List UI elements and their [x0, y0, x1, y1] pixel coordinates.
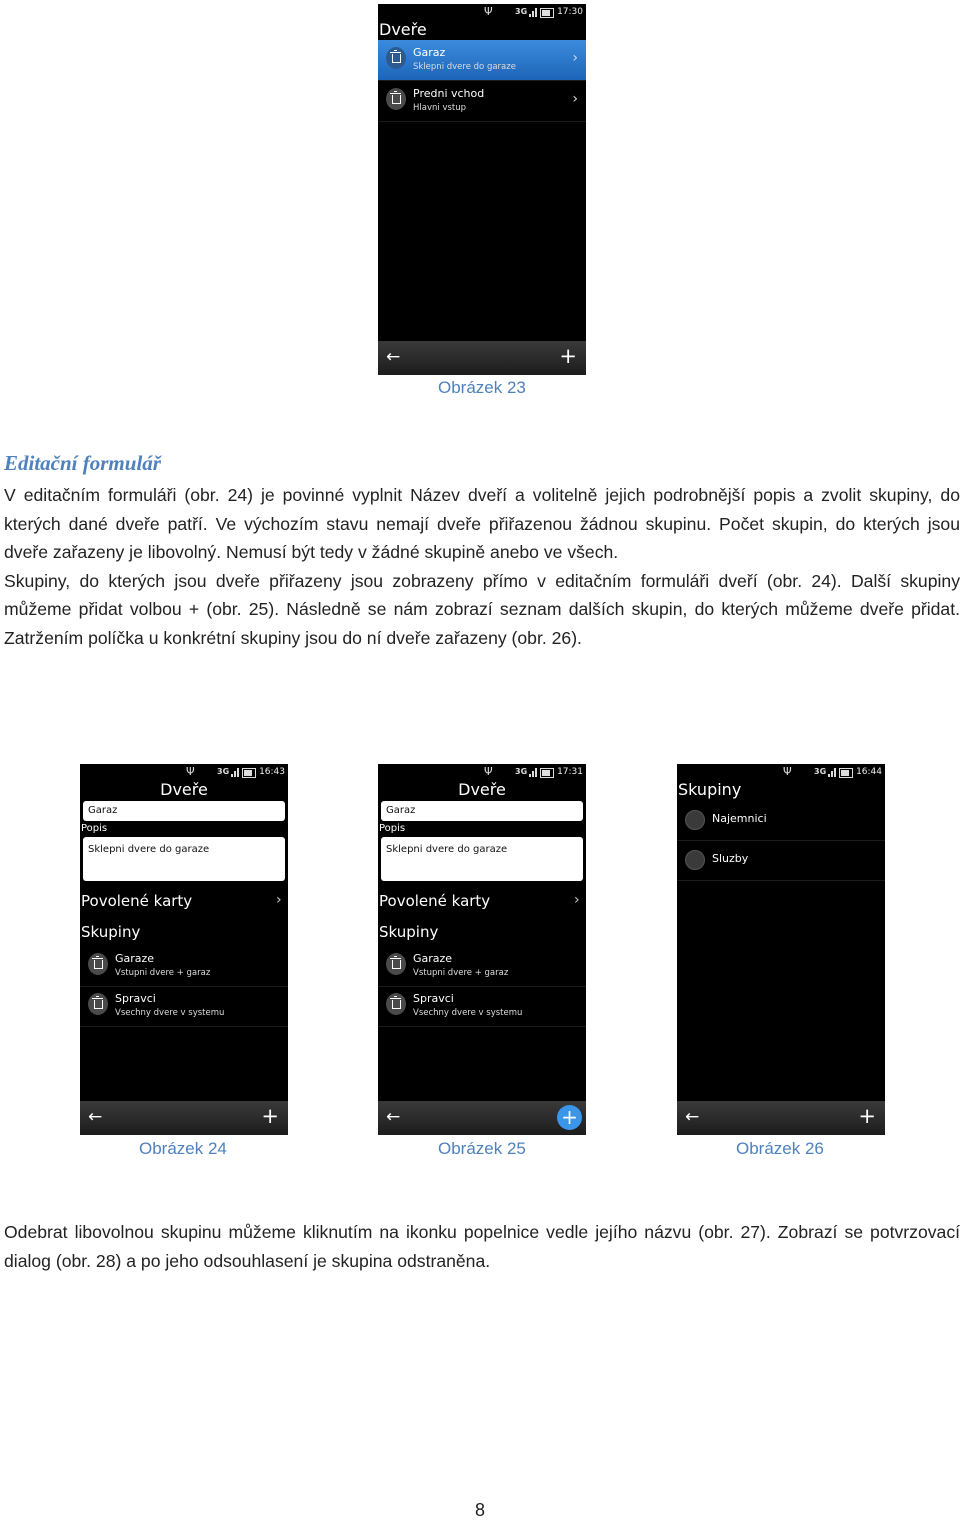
usb-icon: Ψ [484, 5, 493, 18]
section-heading: Editační formulář [4, 451, 161, 475]
network-label: 3G [814, 767, 827, 776]
group-option-label: Najemnici [712, 812, 767, 825]
usb-icon: Ψ [783, 765, 792, 778]
back-arrow-icon[interactable]: ← [386, 347, 401, 367]
name-field[interactable] [83, 801, 285, 821]
allowed-cards-label: Povolené karty › [379, 892, 580, 910]
description-field[interactable] [381, 837, 583, 881]
body-paragraph [4, 1218, 960, 1275]
back-arrow-icon[interactable]: ← [386, 1107, 401, 1127]
allowed-cards-row[interactable] [80, 892, 288, 920]
network-label: 3G [217, 767, 230, 776]
plus-icon[interactable]: + [858, 1104, 876, 1128]
trash-icon[interactable] [386, 47, 406, 69]
screen-title: Dveře [379, 20, 427, 39]
group-item[interactable] [80, 986, 288, 1027]
page-number: 8 [474, 1500, 485, 1520]
allowed-cards-row[interactable] [378, 892, 586, 920]
toolbar [378, 341, 586, 375]
item-subtitle: Sklepni dvere do garaze [413, 62, 516, 72]
description-field-value: Sklepni dvere do garaze [88, 844, 210, 855]
body-paragraph [4, 481, 960, 652]
usb-icon: Ψ [186, 765, 195, 778]
chevron-right-icon: › [572, 91, 578, 107]
status-clock: 16:44 [856, 767, 882, 777]
item-subtitle: Hlavni vstup [413, 103, 467, 113]
trash-icon[interactable] [386, 953, 406, 975]
item-title: Predni vchod [413, 87, 485, 100]
group-item[interactable] [80, 946, 288, 987]
name-field-value: Garaz [386, 805, 416, 816]
toolbar [677, 1101, 885, 1135]
figure-23-screenshot [378, 4, 586, 375]
figure-26-screenshot [677, 764, 885, 1135]
battery-icon [540, 8, 554, 18]
status-clock: 17:30 [557, 7, 583, 17]
trash-icon[interactable] [386, 993, 406, 1015]
chevron-right-icon: › [574, 892, 580, 908]
screen-title: Skupiny [678, 780, 742, 799]
group-option[interactable] [677, 800, 885, 841]
signal-icon [231, 768, 240, 777]
battery-icon [540, 768, 554, 778]
chevron-right-icon: › [572, 50, 578, 66]
usb-icon: Ψ [484, 765, 493, 778]
figure-24-screenshot [80, 764, 288, 1135]
plus-icon[interactable]: + [557, 1105, 582, 1130]
figure-caption: Obrázek 23 [438, 378, 526, 397]
trash-icon[interactable] [386, 88, 406, 110]
group-subtitle: Vsechny dvere v systemu [115, 1008, 225, 1018]
network-label: 3G [515, 767, 528, 776]
list-item[interactable] [378, 40, 586, 81]
signal-icon [529, 8, 538, 17]
group-item[interactable] [378, 946, 586, 987]
allowed-cards-label: Povolené karty › [81, 892, 282, 910]
status-clock: 17:31 [557, 767, 583, 777]
item-title: Garaz [413, 46, 446, 59]
figure-25-screenshot [378, 764, 586, 1135]
groups-label: Skupiny [379, 923, 439, 941]
trash-icon[interactable] [88, 993, 108, 1015]
group-title: Garaze [115, 952, 155, 965]
group-title: Spravci [413, 992, 454, 1005]
battery-icon [839, 768, 853, 778]
name-field-value: Garaz [88, 805, 118, 816]
status-clock: 16:43 [259, 767, 285, 777]
battery-icon [242, 768, 256, 778]
back-arrow-icon[interactable]: ← [685, 1107, 700, 1127]
figure-caption: Obrázek 24 [139, 1139, 227, 1158]
plus-icon[interactable]: + [559, 344, 577, 368]
group-subtitle: Vsechny dvere v systemu [413, 1008, 523, 1018]
group-title: Garaze [413, 952, 453, 965]
chevron-right-icon: › [276, 892, 282, 908]
back-arrow-icon[interactable]: ← [88, 1107, 103, 1127]
paragraph-text: Skupiny, do kterých jsou dveře přiřazeny jsou zobrazeny přímo v editačním formuláři dveří (obr. 24). Další skupiny můžeme přidat volbou + (obr. 25). Následně se nám zobrazí seznam dalších skupin, do kterých můžeme dveře přidat. Zatržením políčka u konkrétní skupiny jsou do ní dveře zařazeny (obr. 26). [4, 570, 960, 648]
description-label: Popis [81, 823, 108, 834]
screen-title: Dveře [458, 780, 506, 799]
screen-title: Dveře [160, 780, 208, 799]
name-field[interactable] [381, 801, 583, 821]
signal-icon [529, 768, 538, 777]
group-option[interactable] [677, 840, 885, 881]
checkbox-icon[interactable] [685, 810, 705, 830]
toolbar [80, 1101, 288, 1135]
toolbar [378, 1101, 586, 1135]
signal-icon [828, 768, 837, 777]
group-subtitle: Vstupni dvere + garaz [115, 968, 211, 978]
paragraph-text: V editačním formuláři (obr. 24) je povinné vyplnit Název dveří a volitelně jejich podrobnější popis a zvolit skupiny, do kterých dané dveře patří. Ve výchozím stavu nemají dveře přiřazenou žádnou skupinu. Počet skupin, do kterých jsou dveře zařazeny je libovolný. Nemusí být tedy v žádné skupině anebo ve všech. [4, 485, 960, 562]
description-field-value: Sklepni dvere do garaze [386, 844, 508, 855]
trash-icon[interactable] [88, 953, 108, 975]
group-subtitle: Vstupni dvere + garaz [413, 968, 509, 978]
groups-label: Skupiny [81, 923, 141, 941]
paragraph-text: Odebrat libovolnou skupinu můžeme kliknutím na ikonku popelnice vedle jejího názvu (obr. 27). Zobrazí se potvrzovací dialog (obr. 28) a po jeho odsouhlasení je skupina odstraněna. [4, 1222, 960, 1271]
figure-caption: Obrázek 25 [438, 1139, 526, 1158]
description-label: Popis [379, 823, 406, 834]
checkbox-icon[interactable] [685, 850, 705, 870]
group-option-label: Sluzby [712, 852, 749, 865]
description-field[interactable] [83, 837, 285, 881]
group-title: Spravci [115, 992, 156, 1005]
plus-icon[interactable]: + [261, 1104, 279, 1128]
network-label: 3G [515, 7, 528, 16]
list-item[interactable] [378, 81, 586, 122]
figure-caption: Obrázek 26 [736, 1139, 824, 1158]
group-item[interactable] [378, 986, 586, 1027]
